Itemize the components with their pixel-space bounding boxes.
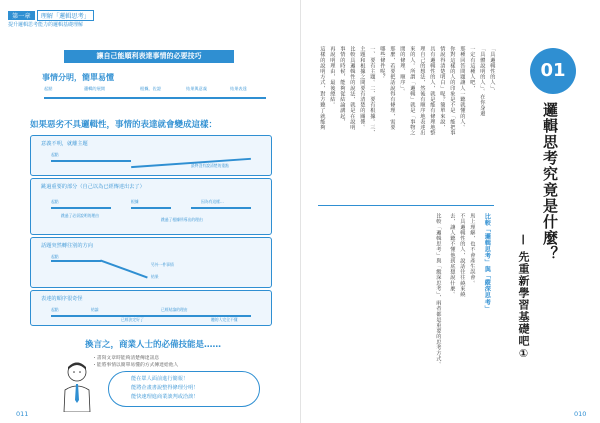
body-column: 主題和根據之間要有清楚的關係。	[359, 46, 366, 130]
speech-line: 能將企畫書說整得條理分明！	[131, 385, 199, 391]
body-column: 那種回答問題讓人一聽就懂的人。	[459, 46, 466, 130]
section-rule	[318, 205, 494, 206]
chapter-subtitle: 提升邏輯思考能力的邏輯基礎理解	[8, 22, 84, 28]
page-number-left: 011	[16, 410, 29, 418]
body-column: 那麼，若要把話說得有條理，需要	[389, 46, 396, 130]
bullet-item: ・書寫文章時能夠清楚傳達訊息	[92, 356, 160, 361]
main-title: 邏輯思考究竟是什麼？	[541, 102, 559, 262]
speech-line: 能快速理進商業談判或洽談！	[131, 394, 199, 400]
flow-label: 結果與意義	[186, 86, 207, 91]
body-column: 情說得清楚明白」呢？簡單來說，	[439, 46, 446, 130]
section2-title: 如果惡劣不具邏輯性，事情的表達就會變成這樣：	[30, 120, 218, 130]
page-divider	[300, 0, 301, 423]
example-box-unclear: 意義不明，就離主題 起點 最終沒有說清楚的重點	[30, 135, 272, 176]
flow-label: 起點	[44, 86, 53, 91]
example-box-offtopic: 話題突然轉往別的方向 起點 另外一件事情 結果	[30, 237, 272, 288]
example-box-skipped: 跳過重要的部分（自己以為已經傳達出去了） 起點 根據 因為有這樣… 跳過了必須說明的理由 跳過了根據所導出的理由	[30, 178, 272, 235]
body-column: 事情的時候，能夠從結論講起，	[339, 46, 346, 125]
body-column: 一、要有主題。二、要有根據。三、	[369, 46, 376, 136]
body-column: 比較「邏輯思考」與「縱深思考」，兩者都是重要的思考方式。	[435, 213, 442, 368]
section1-title: 事情分明，簡單易懂	[42, 73, 114, 82]
body-column: 來的人。所謂「邏輯」就是「事物之	[409, 46, 416, 136]
chapter-topic: 理解「邏輯思考」	[37, 10, 95, 21]
speech-bubble	[108, 371, 260, 407]
body-column: 不具邏輯性的人，說話往往繞來繞	[459, 213, 466, 297]
body-column: 「具體說明的人」。在你身邊	[479, 46, 486, 117]
body-column: 你對這樣的人的印象是不是「能把事	[449, 46, 456, 136]
body-column: 這樣的說明方式，對方聽了就能夠	[319, 46, 326, 130]
box-title: 話題突然轉往別的方向	[41, 243, 93, 249]
flow-line	[44, 97, 266, 99]
body-column: 馬上理解，也不會產生誤會。	[469, 213, 476, 286]
box-title: 表達的順序很奇怪	[41, 296, 83, 302]
body-column: 哪些條件呢？	[379, 46, 386, 80]
body-column: 「具邏輯性的人」、	[489, 46, 496, 94]
flow-label: 根據，佐證	[140, 86, 161, 91]
chapter-number-circle: 01	[530, 48, 576, 94]
flow-label: 結果表達	[230, 86, 247, 91]
chapter-tag	[8, 10, 94, 21]
box-title: 意義不明，就離主題	[41, 141, 88, 147]
body-column: 去，讓人聽不懂他到底想說什麼。	[449, 213, 456, 297]
bullet-item: ・能將事情以簡單易懂的方式傳達給他人	[92, 363, 179, 368]
businessman-illustration	[62, 360, 92, 412]
body-column: 一定有這種人吧，	[469, 46, 476, 91]
flow-label: 邏輯的展開	[84, 86, 105, 91]
main-subtitle: — 先重新學習基礎吧①	[517, 234, 530, 361]
section-heading: 比較「邏輯思考」與「縱深思考」	[483, 213, 491, 312]
logic-flow-diagram	[44, 86, 266, 108]
body-column: 理自己的想法，然後有順序地表達出	[419, 46, 426, 136]
speech-line: 能在眾人面前進行簡報！	[131, 376, 189, 382]
body-column: 間的條理、順序」。	[399, 46, 406, 94]
example-box-order: 表達的順序很奇怪 起點 結論 已經決定好了 已經結論的理由 聽的人完全不懂	[30, 290, 272, 326]
left-banner: 讓自己能順利表達事情的必要技巧	[64, 50, 234, 63]
body-column: 比較具邏輯性的說法，就是在說明	[349, 46, 356, 130]
body-column: 再說明理由，最後總結。	[329, 46, 336, 108]
bottom-title: 換言之，商業人士的必備技能是……	[85, 340, 222, 350]
chapter-label: 第一章	[8, 11, 35, 20]
page-number-right: 010	[574, 410, 587, 418]
box-title: 跳過重要的部分（自己以為已經傳達出去了）	[41, 184, 145, 190]
body-column: 具有邏輯性的人，就是能有條理地整	[429, 46, 436, 136]
